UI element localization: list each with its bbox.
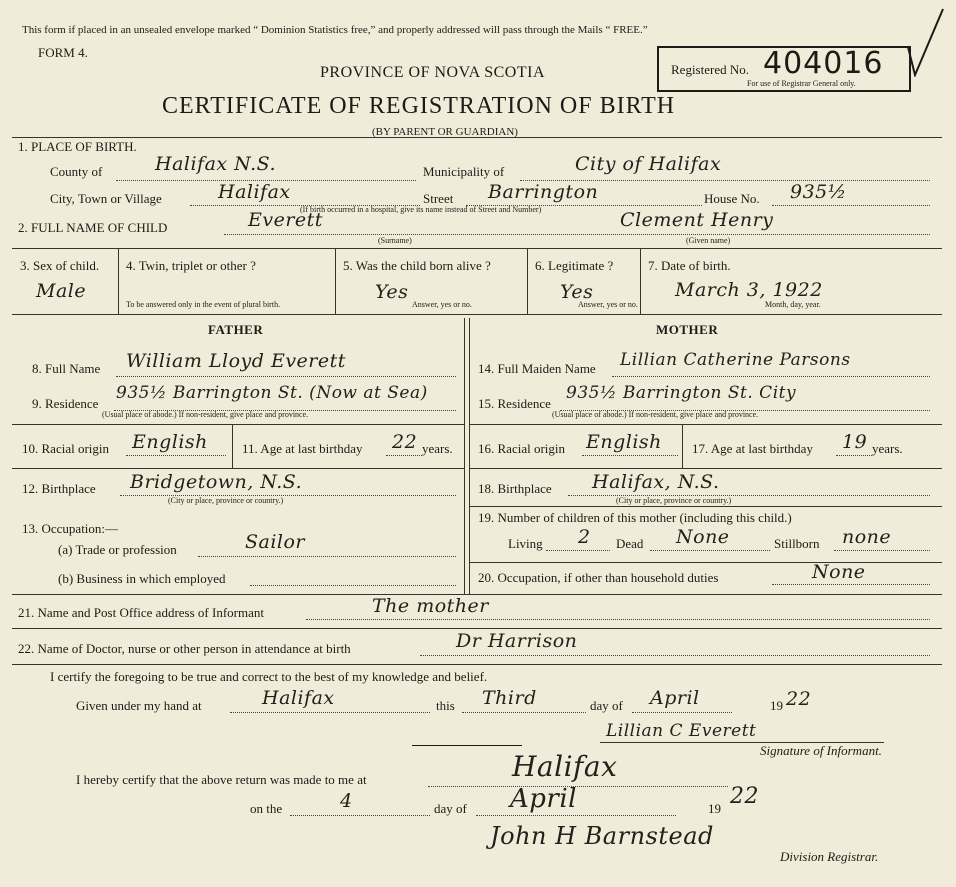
date-of-birth-label: 7. Date of birth. xyxy=(648,258,731,273)
father-birthplace-note: (City or place, province or country.) xyxy=(168,496,284,505)
registered-number: 404016 xyxy=(763,46,884,81)
child-surname-value: Everett xyxy=(248,209,323,231)
informant-value: The mother xyxy=(372,595,489,617)
father-residence-label: 9. Residence xyxy=(32,396,99,411)
stillborn-label: Stillborn xyxy=(774,536,820,551)
sex-label: 3. Sex of child. xyxy=(20,258,100,273)
given-year-prefix: 19 xyxy=(770,698,783,713)
living-value: 2 xyxy=(578,526,591,548)
house-label: House No. xyxy=(704,191,760,206)
informant-label: 21. Name and Post Office address of Informant xyxy=(18,605,264,620)
dead-value: None xyxy=(676,526,730,548)
twin-label: 4. Twin, triplet or other ? xyxy=(126,258,256,273)
child-given-value: Clement Henry xyxy=(620,209,774,231)
father-age-unit: years. xyxy=(422,441,453,456)
informant-signature-label: Signature of Informant. xyxy=(760,743,882,758)
mother-racial-label: 16. Racial origin xyxy=(478,441,566,456)
trade-value: Sailor xyxy=(245,531,306,553)
father-name-label: 8. Full Name xyxy=(32,361,101,376)
check-mark-icon xyxy=(905,5,945,77)
mother-birthplace-label: 18. Birthplace xyxy=(478,481,552,496)
hospital-note: (If birth occurred in a hospital, give its name instead of Street and Number) xyxy=(300,205,542,214)
father-birthplace-value: Bridgetown, N.S. xyxy=(130,471,303,493)
registration-box xyxy=(657,46,911,92)
registrar-note: For use of Registrar General only. xyxy=(747,79,856,88)
rule-top xyxy=(12,137,942,138)
given-place-value: Halifax xyxy=(262,687,335,709)
father-name-value: William Lloyd Everett xyxy=(126,350,346,372)
father-birthplace-label: 12. Birthplace xyxy=(22,481,96,496)
alive-value: Yes xyxy=(375,281,409,303)
document-subtitle: (BY PARENT OR GUARDIAN) xyxy=(372,126,518,138)
mother-name-label: 14. Full Maiden Name xyxy=(478,361,596,376)
children-count-label: 19. Number of children of this mother (including this child.) xyxy=(478,510,792,525)
child-name-label: 2. FULL NAME OF CHILD xyxy=(18,220,168,235)
mother-age-value: 19 xyxy=(842,431,868,453)
trade-label: (a) Trade or profession xyxy=(58,542,177,557)
province-title: PROVINCE OF NOVA SCOTIA xyxy=(320,64,546,81)
father-racial-value: English xyxy=(132,431,208,453)
mother-occupation-value: None xyxy=(812,561,866,583)
mother-heading: MOTHER xyxy=(656,322,719,337)
registrar-day-of-label: day of xyxy=(434,801,467,816)
mother-age-unit: years. xyxy=(872,441,903,456)
legitimate-value: Yes xyxy=(560,281,594,303)
alive-label: 5. Was the child born alive ? xyxy=(343,258,491,273)
document-title: CERTIFICATE OF REGISTRATION OF BIRTH xyxy=(162,93,676,119)
given-day-of-label: day of xyxy=(590,698,623,713)
city-value: Halifax xyxy=(218,181,291,203)
form-number: FORM 4. xyxy=(38,45,88,60)
given-month-value: April xyxy=(650,687,700,709)
registrar-signature-label: Division Registrar. xyxy=(780,849,879,864)
mother-residence-note: (Usual place of abode.) If non-resident, give place and province. xyxy=(552,410,759,419)
registered-label: Registered No. xyxy=(671,62,749,77)
certification-statement: I certify the foregoing to be true and correct to the best of my knowledge and belief. xyxy=(50,669,488,684)
stillborn-value: none xyxy=(842,526,892,548)
father-age-value: 22 xyxy=(392,431,418,453)
mother-birthplace-value: Halifax, N.S. xyxy=(592,471,720,493)
registrar-statement: I hereby certify that the above return was made to me at xyxy=(76,772,367,787)
mother-occupation-label: 20. Occupation, if other than household duties xyxy=(478,570,719,585)
given-under-hand-label: Given under my hand at xyxy=(76,698,202,713)
street-label: Street xyxy=(423,191,454,206)
alive-note: Answer, yes or no. xyxy=(412,300,472,309)
county-value: Halifax N.S. xyxy=(155,153,276,175)
registrar-year-prefix: 19 xyxy=(708,801,721,816)
twin-note: To be answered only in the event of plural birth. xyxy=(126,300,281,309)
legitimate-note: Answer, yes or no. xyxy=(578,300,638,309)
registrar-place-value: Halifax xyxy=(512,750,618,783)
father-age-label: 11. Age at last birthday xyxy=(242,441,363,456)
sex-value: Male xyxy=(36,280,87,302)
registrar-year-value: 22 xyxy=(730,784,759,809)
mother-racial-value: English xyxy=(586,431,662,453)
legitimate-label: 6. Legitimate ? xyxy=(535,258,614,273)
father-residence-note: (Usual place of abode.) If non-resident, give place and province. xyxy=(102,410,309,419)
living-label: Living xyxy=(508,536,543,551)
mother-age-label: 17. Age at last birthday xyxy=(692,441,813,456)
father-residence-value: 935½ Barrington St. (Now at Sea) xyxy=(116,383,428,403)
father-occupation-label: 13. Occupation:— xyxy=(22,521,119,536)
registrar-month-value: April xyxy=(510,784,577,814)
date-of-birth-value: March 3, 1922 xyxy=(675,279,823,301)
registrar-signature: John H Barnstead xyxy=(490,822,714,850)
registrar-day-value: 4 xyxy=(340,790,353,812)
mother-residence-label: 15. Residence xyxy=(478,396,551,411)
doctor-label: 22. Name of Doctor, nurse or other person in attendance at birth xyxy=(18,641,351,656)
city-label: City, Town or Village xyxy=(50,191,162,206)
street-value: Barrington xyxy=(488,181,599,203)
mother-birthplace-note: (City or place, province or country.) xyxy=(616,496,732,505)
doctor-value: Dr Harrison xyxy=(456,630,578,652)
business-label: (b) Business in which employed xyxy=(58,571,226,586)
informant-signature: Lillian C Everett xyxy=(606,721,757,741)
postal-notice: This form if placed in an unsealed envelope marked “ Dominion Statistics free,” and properly addressed will pass through the Mails “ FREE.” xyxy=(22,24,648,36)
this-label: this xyxy=(436,698,455,713)
date-of-birth-note: Month, day, year. xyxy=(765,300,821,309)
place-of-birth-heading: 1. PLACE OF BIRTH. xyxy=(18,139,137,154)
county-label: County of xyxy=(50,164,103,179)
dead-label: Dead xyxy=(616,536,644,551)
municipality-value: City of Halifax xyxy=(575,153,722,175)
on-the-label: on the xyxy=(250,801,283,816)
house-value: 935½ xyxy=(790,181,847,203)
given-year-value: 22 xyxy=(786,688,812,710)
surname-caption: (Surname) xyxy=(378,236,412,245)
mother-name-value: Lillian Catherine Parsons xyxy=(620,350,851,370)
municipality-label: Municipality of xyxy=(423,164,505,179)
given-day-value: Third xyxy=(482,687,537,709)
given-caption: (Given name) xyxy=(686,236,731,245)
mother-residence-value: 935½ Barrington St. City xyxy=(566,383,797,403)
father-racial-label: 10. Racial origin xyxy=(22,441,110,456)
father-heading: FATHER xyxy=(208,322,264,337)
